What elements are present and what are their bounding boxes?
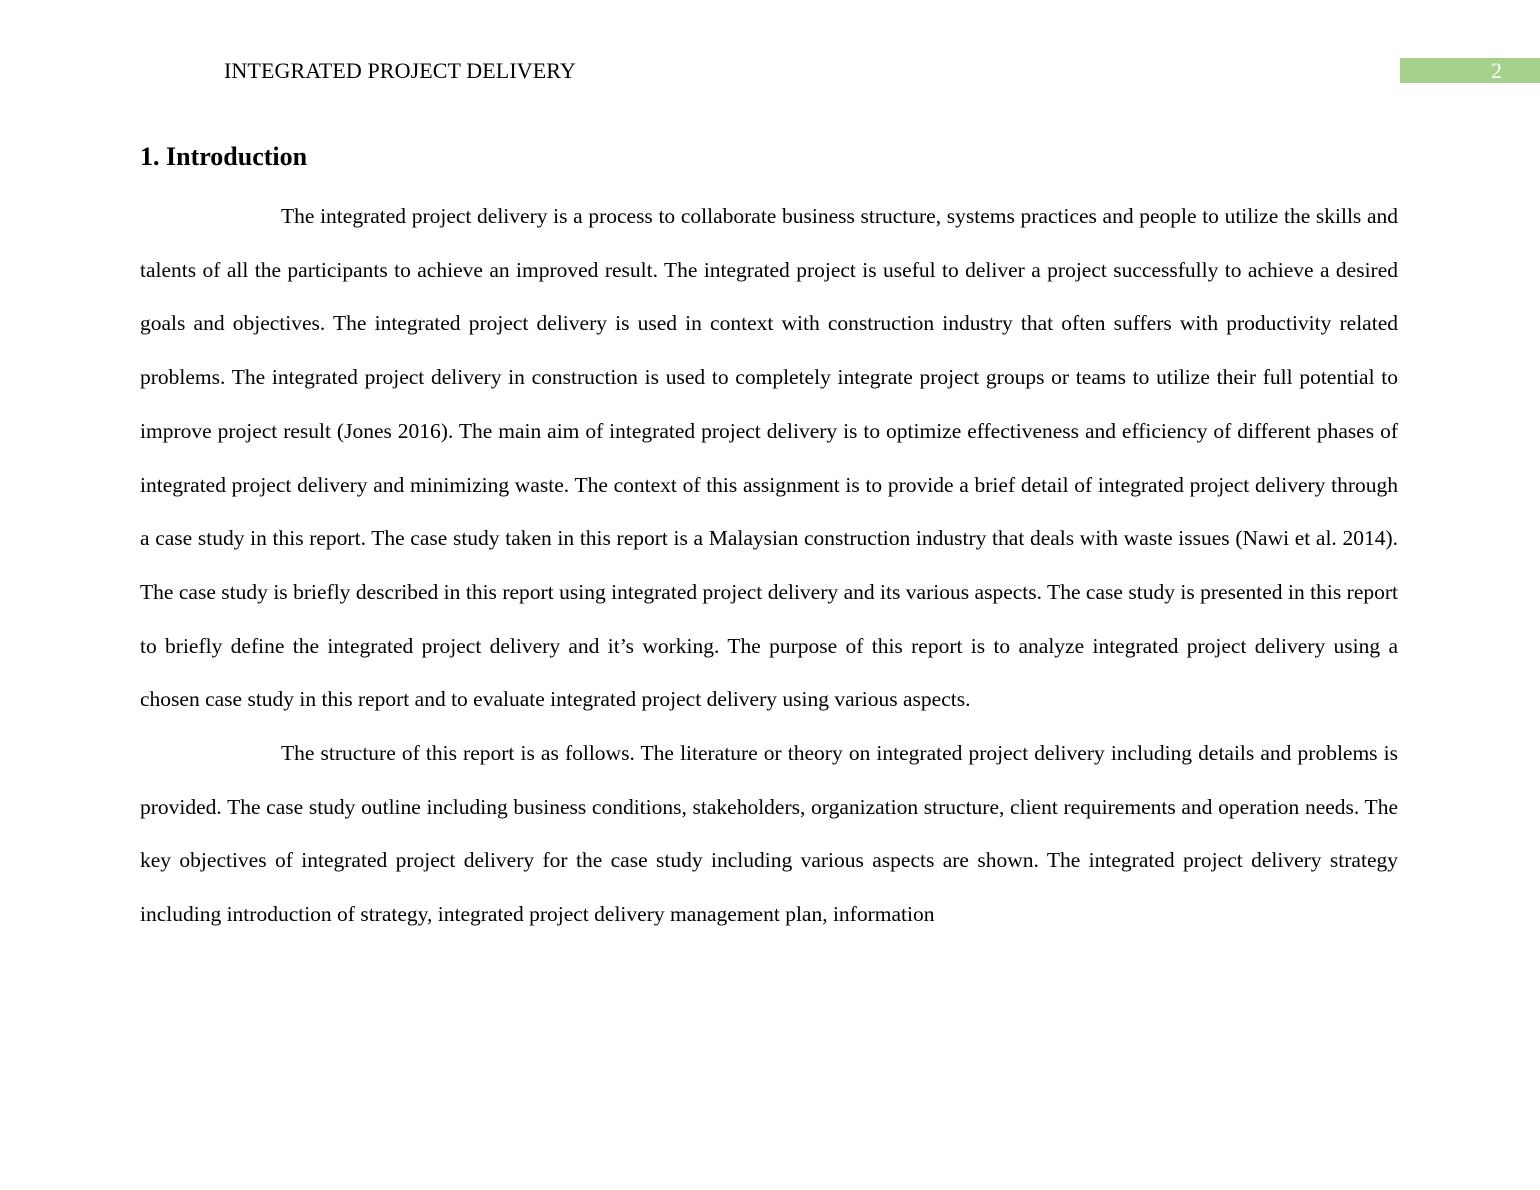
paragraph-intro: The integrated project delivery is a process to collaborate business structure, systems practices and people to utilize the skills and talents of all the participants to achieve an improved result. The integrated project is useful to deliver a project successfully to achieve a desired goals and objectives. The integrated project delivery is used in context with construction industry that often suffers with productivity related problems. The integrated project delivery in construction is used to completely integrate project groups or teams to utilize their full potential to improve project result (Jones 2016). The main aim of integrated project delivery is to optimize effectiveness and efficiency of different phases of integrated project delivery and minimizing waste. The context of this assignment is to provide a brief detail of integrated project delivery through a case study in this report. The case study taken in this report is a Malaysian construction industry that deals with waste issues (Nawi et al. 2014). The case study is briefly described in this report using integrated project delivery and its various aspects. The case study is presented in this report to briefly define the integrated project delivery and it’s working. The purpose of this report is to analyze integrated project delivery using a chosen case study in this report and to evaluate integrated project delivery using various aspects. [140, 204, 1398, 712]
page-number: 2 [1491, 58, 1502, 83]
running-head-title: INTEGRATED PROJECT DELIVERY [224, 58, 576, 83]
section-heading: 1. Introduction [140, 142, 308, 171]
paragraph-structure: The structure of this report is as follows. The literature or theory on integrated project delivery including details and problems is provided. The case study outline including business conditions, stakeholders, organization structure, client requirements and operation needs. The key objectives of integrated project delivery for the case study including various aspects are shown. The integrated project delivery strategy including introduction of strategy, integrated project delivery management plan, information [140, 741, 1398, 927]
section-body [140, 190, 1398, 942]
page-number-box [1400, 58, 1540, 83]
